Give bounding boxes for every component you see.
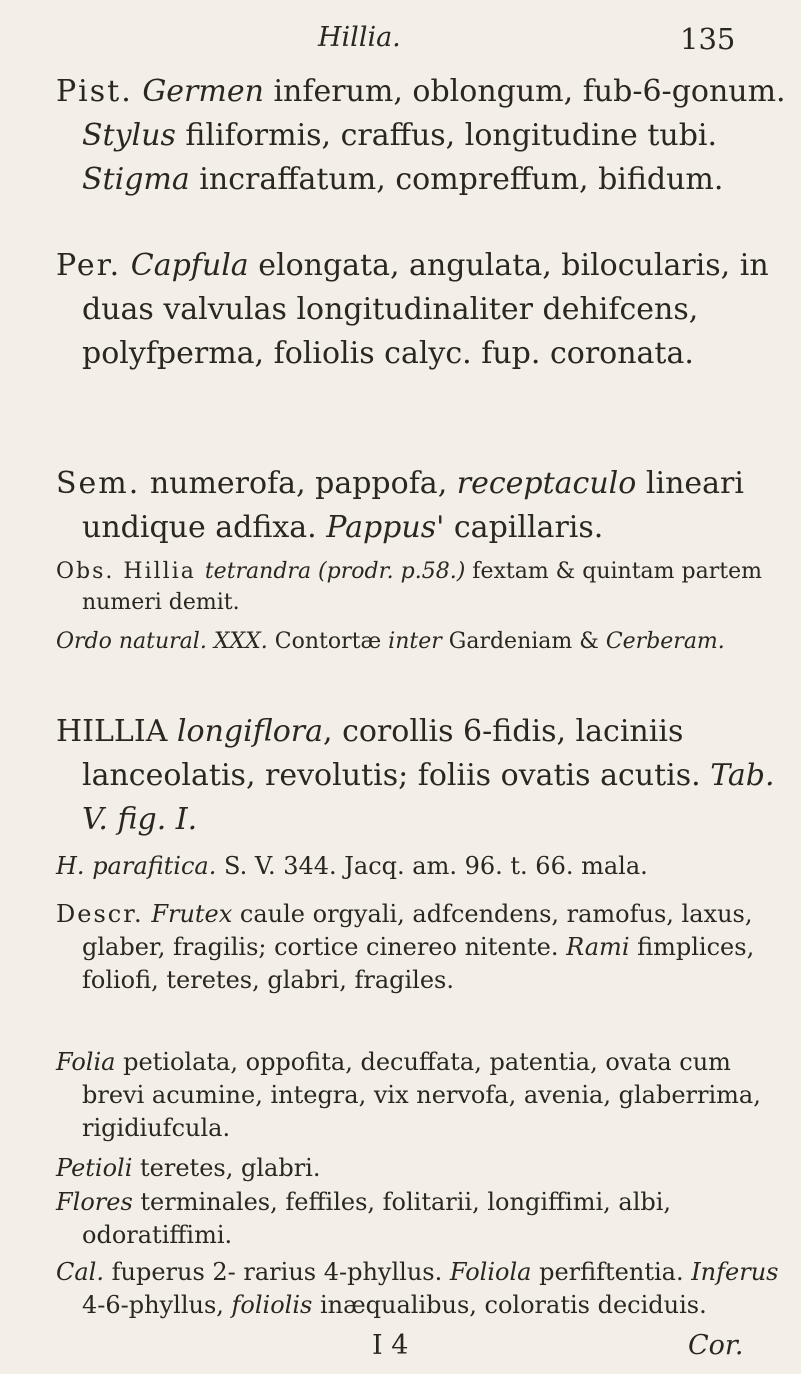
observatio-paragraph: Obs. Hillia tetrandra (prodr. p.58.) fextam & quintam partem numeri demit.: [56, 559, 762, 615]
species-name: HILLIA: [56, 714, 168, 749]
species-heading: HILLIA longiflora, corollis 6-fidis, laciniis lanceolatis, revolutis; foliis ovatis acutis. Tab. V. fig. I.: [56, 714, 775, 837]
pericarpium-paragraph: Per. Capfula elongata, angulata, bilocularis, in duas valvulas longitudinaliter dehifcens, polyfperma, foliolis calyc. fup. coronata.: [56, 248, 769, 371]
per-label: Per.: [56, 248, 122, 283]
flores-paragraph: Flores terminales, feffiles, folitarii, longiffimi, albi, odoratiffimi.: [56, 1188, 672, 1249]
pist-label: Pist.: [56, 74, 133, 109]
sem-label: Sem.: [56, 466, 141, 501]
obs-label: Obs.: [56, 559, 115, 584]
semina-paragraph: Sem. numerofa, pappofa, receptaculo lineari undique adfixa. Pappus' capillaris.: [56, 466, 744, 545]
running-title: Hillia.: [318, 22, 401, 53]
synonym-line: H. parafitica. S. V. 344. Jacq. am. 96. t. 66. mala.: [56, 852, 648, 880]
descr-label: Descr.: [56, 900, 144, 928]
pistillum-paragraph: Pist. Germen inferum, oblongum, fub-6-gonum. Stylus filiformis, craffus, longitudine tubi. Stigma incraffatum, compreffum, bifidum.: [56, 74, 786, 197]
signature-mark: I 4: [372, 1330, 409, 1361]
descriptio-paragraph: Descr. Frutex caule orgyali, adfcendens, ramofus, laxus, glaber, fragilis; cortice cinereo nitente. Rami fimplices, foliofi, teretes, glabri, fragiles.: [56, 900, 755, 994]
petioli-paragraph: Petioli teretes, glabri.: [56, 1154, 321, 1182]
ordo-paragraph: Ordo natural. XXX. Contortæ inter Gardeniam & Cerberam.: [56, 629, 725, 654]
folia-paragraph: Folia petiolata, oppofita, decuffata, patentia, ovata cum brevi acumine, integra, vix nervofa, avenia, glaberrima, rigidiufcula.: [56, 1048, 761, 1142]
catchword: Cor.: [688, 1330, 744, 1361]
calyx-paragraph: Cal. fuperus 2- rarius 4-phyllus. Foliola perfiftentia. Inferus 4-6-phyllus, foliolis inæqualibus, coloratis deciduis.: [56, 1258, 779, 1319]
page-number: 135: [680, 22, 736, 56]
